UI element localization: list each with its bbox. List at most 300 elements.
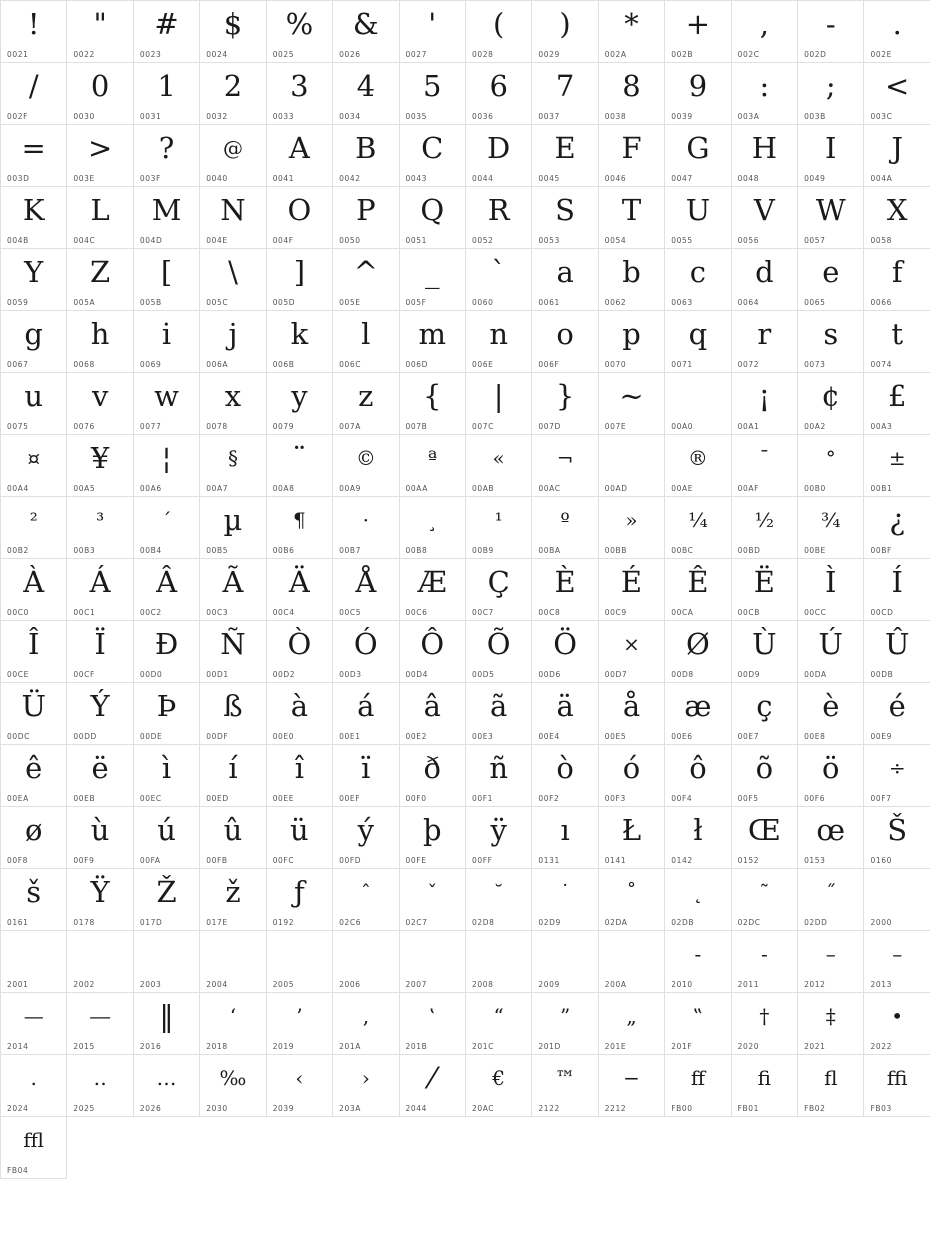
glyph-cell[interactable] [798, 683, 864, 745]
glyph-cell[interactable] [400, 559, 466, 621]
glyph-cell[interactable] [200, 373, 266, 435]
glyph-cell[interactable] [267, 497, 333, 559]
glyph-cell[interactable] [1, 63, 67, 125]
glyph-cell[interactable] [798, 373, 864, 435]
glyph-cell[interactable] [200, 683, 266, 745]
glyph-cell[interactable] [1, 311, 67, 373]
glyph-char: ÷ [888, 756, 906, 780]
glyph-cell[interactable] [864, 683, 930, 745]
glyph-cell[interactable] [732, 621, 798, 683]
glyph-char: } [555, 379, 575, 413]
glyph-cell[interactable] [798, 807, 864, 869]
glyph-cell[interactable] [1, 1117, 67, 1179]
glyph-cell[interactable] [599, 125, 665, 187]
glyph-cell[interactable] [864, 1, 930, 63]
glyph-codepoint: 00C5 [339, 608, 362, 617]
glyph-cell[interactable] [400, 621, 466, 683]
glyph-cell[interactable] [732, 807, 798, 869]
glyph-cell[interactable] [599, 1055, 665, 1117]
glyph-cell[interactable] [732, 435, 798, 497]
glyph-cell[interactable] [532, 1055, 598, 1117]
glyph-cell[interactable] [532, 621, 598, 683]
glyph-codepoint: 00C2 [139, 608, 162, 617]
glyph-cell[interactable] [1, 435, 67, 497]
glyph-cell[interactable] [864, 869, 930, 931]
glyph-cell[interactable] [67, 559, 133, 621]
glyph-cell[interactable] [267, 869, 333, 931]
glyph-cell[interactable] [67, 311, 133, 373]
glyph-cell[interactable] [333, 621, 399, 683]
glyph-codepoint: 0070 [604, 360, 627, 369]
glyph-char: z [358, 379, 374, 413]
glyph-cell[interactable] [200, 931, 266, 993]
glyph-cell[interactable] [400, 1, 466, 63]
glyph-cell[interactable] [864, 187, 930, 249]
glyph-cell[interactable] [732, 559, 798, 621]
glyph-cell[interactable] [134, 683, 200, 745]
glyph-cell[interactable] [732, 931, 798, 993]
glyph-cell[interactable] [599, 931, 665, 993]
glyph-cell[interactable] [267, 311, 333, 373]
glyph-cell[interactable] [665, 373, 731, 435]
glyph-cell[interactable] [532, 63, 598, 125]
glyph-cell[interactable] [1, 931, 67, 993]
glyph-cell[interactable] [665, 931, 731, 993]
glyph-cell[interactable] [200, 621, 266, 683]
glyph-cell[interactable] [599, 993, 665, 1055]
glyph-cell[interactable] [67, 993, 133, 1055]
glyph-cell[interactable] [532, 373, 598, 435]
glyph-char: ( [493, 7, 505, 41]
glyph-cell[interactable] [532, 869, 598, 931]
glyph-cell[interactable] [200, 559, 266, 621]
glyph-char: ç [756, 689, 773, 723]
glyph-cell[interactable] [134, 435, 200, 497]
glyph-cell[interactable] [466, 931, 532, 993]
glyph-cell[interactable] [67, 373, 133, 435]
glyph-cell[interactable] [200, 869, 266, 931]
glyph-cell[interactable] [400, 497, 466, 559]
glyph-cell[interactable] [67, 1, 133, 63]
glyph-cell[interactable] [532, 993, 598, 1055]
glyph-cell[interactable] [333, 993, 399, 1055]
glyph-cell[interactable] [200, 1, 266, 63]
glyph-cell[interactable] [200, 249, 266, 311]
glyph-cell[interactable] [466, 1, 532, 63]
glyph-cell[interactable] [798, 497, 864, 559]
glyph-cell[interactable] [798, 311, 864, 373]
glyph-codepoint: 0043 [405, 174, 428, 183]
glyph-codepoint: 0022 [73, 50, 95, 59]
glyph-cell[interactable] [333, 807, 399, 869]
glyph-cell[interactable] [333, 745, 399, 807]
glyph-cell[interactable] [864, 63, 930, 125]
glyph-cell[interactable] [798, 187, 864, 249]
glyph-char: å [622, 689, 641, 723]
glyph-cell[interactable] [798, 249, 864, 311]
glyph-cell[interactable] [665, 993, 731, 1055]
glyph-cell[interactable] [1, 683, 67, 745]
glyph-cell[interactable] [400, 931, 466, 993]
glyph-cell[interactable] [200, 125, 266, 187]
glyph-cell[interactable] [400, 869, 466, 931]
glyph-cell[interactable] [134, 1055, 200, 1117]
glyph-cell[interactable] [134, 807, 200, 869]
glyph-cell[interactable] [134, 931, 200, 993]
glyph-cell[interactable] [333, 1055, 399, 1117]
glyph-cell[interactable] [400, 683, 466, 745]
glyph-cell[interactable] [864, 745, 930, 807]
glyph-cell[interactable] [532, 745, 598, 807]
glyph-cell[interactable] [599, 621, 665, 683]
glyph-cell[interactable] [1, 993, 67, 1055]
glyph-cell[interactable] [532, 125, 598, 187]
glyph-codepoint: 00D2 [272, 670, 296, 679]
glyph-cell[interactable] [798, 1, 864, 63]
glyph-cell[interactable] [200, 1055, 266, 1117]
glyph-cell[interactable] [134, 249, 200, 311]
glyph-cell[interactable] [400, 1055, 466, 1117]
glyph-cell[interactable] [599, 187, 665, 249]
glyph-cell[interactable] [732, 1, 798, 63]
glyph-cell[interactable] [732, 683, 798, 745]
glyph-cell[interactable] [599, 249, 665, 311]
glyph-cell[interactable] [732, 187, 798, 249]
glyph-cell[interactable] [333, 187, 399, 249]
glyph-cell[interactable] [1, 621, 67, 683]
glyph-cell[interactable] [532, 807, 598, 869]
glyph-cell[interactable] [864, 807, 930, 869]
glyph-cell[interactable] [466, 621, 532, 683]
glyph-cell[interactable] [67, 683, 133, 745]
glyph-cell[interactable] [599, 745, 665, 807]
glyph-char: b [622, 255, 641, 289]
glyph-codepoint: 00F4 [671, 794, 693, 803]
glyph-cell[interactable] [732, 869, 798, 931]
glyph-cell[interactable] [200, 745, 266, 807]
glyph-cell[interactable] [532, 559, 598, 621]
glyph-cell[interactable] [1, 125, 67, 187]
glyph-cell[interactable] [333, 1, 399, 63]
glyph-cell[interactable] [599, 497, 665, 559]
glyph-char: ‖ [159, 999, 174, 1033]
glyph-codepoint: 003C [870, 112, 893, 121]
glyph-cell[interactable] [798, 745, 864, 807]
glyph-cell[interactable] [200, 435, 266, 497]
glyph-codepoint: 200A [604, 980, 627, 989]
glyph-cell[interactable] [1, 187, 67, 249]
glyph-cell[interactable] [665, 125, 731, 187]
glyph-cell[interactable] [466, 311, 532, 373]
glyph-cell[interactable] [267, 621, 333, 683]
glyph-cell[interactable] [665, 1055, 731, 1117]
glyph-cell[interactable] [333, 249, 399, 311]
glyph-cell[interactable] [1, 869, 67, 931]
glyph-cell[interactable] [665, 63, 731, 125]
glyph-cell[interactable] [798, 621, 864, 683]
glyph-cell[interactable] [200, 993, 266, 1055]
glyph-cell[interactable] [400, 187, 466, 249]
glyph-codepoint: 00AE [671, 484, 694, 493]
glyph-cell[interactable] [798, 993, 864, 1055]
glyph-cell[interactable] [1, 497, 67, 559]
glyph-cell[interactable] [67, 497, 133, 559]
glyph-cell[interactable] [864, 1055, 930, 1117]
glyph-codepoint: FB00 [671, 1104, 693, 1113]
glyph-cell[interactable] [732, 311, 798, 373]
glyph-cell[interactable] [466, 993, 532, 1055]
glyph-cell[interactable] [798, 869, 864, 931]
glyph-cell[interactable] [267, 63, 333, 125]
glyph-cell[interactable] [333, 497, 399, 559]
glyph-cell[interactable] [1, 559, 67, 621]
glyph-cell[interactable] [333, 683, 399, 745]
glyph-cell[interactable] [400, 63, 466, 125]
glyph-cell[interactable] [267, 745, 333, 807]
glyph-cell[interactable] [67, 931, 133, 993]
glyph-cell[interactable] [665, 869, 731, 931]
glyph-cell[interactable] [67, 1055, 133, 1117]
glyph-cell[interactable] [665, 621, 731, 683]
glyph-cell[interactable] [333, 931, 399, 993]
glyph-cell[interactable] [67, 621, 133, 683]
glyph-char: ¿ [889, 503, 905, 537]
glyph-cell[interactable] [267, 1055, 333, 1117]
glyph-cell[interactable] [532, 683, 598, 745]
glyph-codepoint: 00FB [206, 856, 228, 865]
glyph-cell[interactable] [267, 993, 333, 1055]
glyph-cell[interactable] [599, 435, 665, 497]
glyph-cell[interactable] [665, 745, 731, 807]
glyph-cell[interactable] [267, 807, 333, 869]
glyph-cell[interactable] [665, 435, 731, 497]
glyph-cell[interactable] [400, 807, 466, 869]
glyph-cell[interactable] [267, 249, 333, 311]
glyph-cell[interactable] [333, 869, 399, 931]
glyph-cell[interactable] [67, 249, 133, 311]
glyph-codepoint: 2212 [604, 1104, 627, 1113]
glyph-codepoint: 00E7 [737, 732, 760, 741]
glyph-cell[interactable] [864, 435, 930, 497]
glyph-cell[interactable] [1, 1, 67, 63]
glyph-cell[interactable] [864, 993, 930, 1055]
glyph-cell[interactable] [67, 187, 133, 249]
glyph-cell[interactable] [466, 807, 532, 869]
glyph-cell[interactable] [798, 63, 864, 125]
glyph-cell[interactable] [732, 63, 798, 125]
glyph-cell[interactable] [798, 931, 864, 993]
glyph-cell[interactable] [732, 993, 798, 1055]
glyph-cell[interactable] [200, 187, 266, 249]
glyph-cell[interactable] [333, 559, 399, 621]
glyph-cell[interactable] [466, 745, 532, 807]
glyph-cell[interactable] [466, 249, 532, 311]
glyph-cell[interactable] [67, 745, 133, 807]
glyph-cell[interactable] [400, 311, 466, 373]
glyph-cell[interactable] [532, 1, 598, 63]
glyph-char: , [759, 7, 769, 41]
glyph-cell[interactable] [466, 125, 532, 187]
glyph-cell[interactable] [333, 373, 399, 435]
glyph-cell[interactable] [466, 373, 532, 435]
glyph-char: ± [888, 446, 906, 470]
glyph-cell[interactable] [864, 621, 930, 683]
glyph-cell[interactable] [864, 249, 930, 311]
glyph-cell[interactable] [599, 63, 665, 125]
glyph-char: Ã [222, 565, 244, 599]
glyph-cell[interactable] [864, 559, 930, 621]
glyph-cell[interactable] [1, 1055, 67, 1117]
glyph-cell[interactable] [267, 187, 333, 249]
glyph-cell[interactable] [67, 125, 133, 187]
glyph-cell[interactable] [1, 807, 67, 869]
glyph-cell[interactable] [466, 1055, 532, 1117]
glyph-cell[interactable] [267, 125, 333, 187]
glyph-cell[interactable] [599, 311, 665, 373]
glyph-cell[interactable] [333, 311, 399, 373]
glyph-cell[interactable] [798, 435, 864, 497]
glyph-cell[interactable] [864, 497, 930, 559]
glyph-cell[interactable] [333, 63, 399, 125]
glyph-char: ‑ [760, 942, 768, 966]
glyph-cell[interactable] [134, 63, 200, 125]
glyph-char: ˙ [560, 880, 571, 904]
glyph-cell[interactable] [532, 497, 598, 559]
glyph-cell[interactable] [134, 187, 200, 249]
glyph-char: ¶ [293, 508, 306, 532]
glyph-cell[interactable] [599, 869, 665, 931]
glyph-char: p [622, 317, 641, 351]
glyph-cell[interactable] [134, 1, 200, 63]
glyph-cell[interactable] [665, 497, 731, 559]
glyph-cell[interactable] [400, 435, 466, 497]
glyph-cell[interactable] [466, 187, 532, 249]
glyph-cell[interactable] [134, 869, 200, 931]
glyph-cell[interactable] [599, 807, 665, 869]
glyph-cell[interactable] [400, 125, 466, 187]
glyph-cell[interactable] [599, 373, 665, 435]
glyph-cell[interactable] [134, 621, 200, 683]
glyph-cell[interactable] [665, 1, 731, 63]
glyph-cell[interactable] [466, 435, 532, 497]
glyph-cell[interactable] [532, 187, 598, 249]
glyph-cell[interactable] [732, 249, 798, 311]
glyph-cell[interactable] [400, 993, 466, 1055]
glyph-cell[interactable] [599, 683, 665, 745]
glyph-codepoint: 2021 [804, 1042, 826, 1051]
glyph-cell[interactable] [267, 931, 333, 993]
glyph-cell[interactable] [400, 745, 466, 807]
glyph-cell[interactable] [134, 311, 200, 373]
glyph-cell[interactable] [732, 497, 798, 559]
glyph-codepoint: 00E5 [604, 732, 627, 741]
glyph-cell[interactable] [798, 559, 864, 621]
glyph-cell[interactable] [333, 125, 399, 187]
glyph-cell[interactable] [134, 559, 200, 621]
glyph-cell[interactable] [67, 63, 133, 125]
glyph-cell[interactable] [333, 435, 399, 497]
glyph-cell[interactable] [466, 559, 532, 621]
glyph-cell[interactable] [532, 311, 598, 373]
glyph-cell[interactable] [267, 559, 333, 621]
glyph-cell[interactable] [134, 373, 200, 435]
glyph-cell[interactable] [466, 63, 532, 125]
glyph-cell[interactable] [732, 373, 798, 435]
glyph-char: ë [91, 751, 109, 785]
glyph-codepoint: 2007 [405, 980, 428, 989]
glyph-cell[interactable] [665, 187, 731, 249]
glyph-codepoint: 007E [604, 422, 627, 431]
glyph-cell[interactable] [134, 497, 200, 559]
glyph-cell[interactable] [798, 125, 864, 187]
glyph-cell[interactable] [532, 435, 598, 497]
glyph-cell[interactable] [466, 869, 532, 931]
glyph-char: | [493, 379, 504, 413]
glyph-char: ﬂ [824, 1066, 838, 1090]
glyph-codepoint: 004F [272, 236, 294, 245]
glyph-cell[interactable] [466, 497, 532, 559]
glyph-cell[interactable] [200, 63, 266, 125]
glyph-cell[interactable] [267, 1, 333, 63]
glyph-char: ô [689, 751, 707, 785]
glyph-char: – [892, 942, 903, 966]
glyph-cell[interactable] [732, 125, 798, 187]
glyph-char: y [291, 379, 308, 413]
glyph-cell[interactable] [134, 993, 200, 1055]
glyph-cell[interactable] [665, 249, 731, 311]
glyph-cell[interactable] [599, 1, 665, 63]
glyph-cell[interactable] [864, 311, 930, 373]
glyph-cell[interactable] [400, 249, 466, 311]
glyph-cell[interactable] [267, 683, 333, 745]
glyph-cell[interactable] [665, 807, 731, 869]
glyph-cell[interactable] [200, 807, 266, 869]
glyph-cell[interactable] [400, 373, 466, 435]
glyph-char: F [621, 131, 642, 165]
glyph-cell[interactable] [267, 435, 333, 497]
glyph-cell[interactable] [134, 125, 200, 187]
glyph-cell[interactable] [67, 869, 133, 931]
glyph-cell[interactable] [67, 435, 133, 497]
glyph-cell[interactable] [134, 745, 200, 807]
glyph-cell[interactable] [1, 373, 67, 435]
glyph-cell[interactable] [732, 745, 798, 807]
glyph-char: † [759, 1004, 770, 1028]
glyph-cell[interactable] [532, 249, 598, 311]
glyph-cell[interactable] [1, 249, 67, 311]
glyph-cell[interactable] [267, 373, 333, 435]
glyph-char: _ [424, 255, 440, 289]
glyph-cell[interactable] [599, 559, 665, 621]
glyph-codepoint: 00EE [272, 794, 295, 803]
glyph-cell[interactable] [864, 931, 930, 993]
glyph-cell[interactable] [532, 931, 598, 993]
glyph-cell[interactable] [665, 683, 731, 745]
glyph-cell[interactable] [732, 1055, 798, 1117]
glyph-cell[interactable] [798, 1055, 864, 1117]
glyph-cell[interactable] [864, 125, 930, 187]
glyph-cell[interactable] [200, 497, 266, 559]
glyph-cell[interactable] [864, 373, 930, 435]
glyph-cell[interactable] [1, 745, 67, 807]
glyph-cell[interactable] [466, 683, 532, 745]
glyph-cell[interactable] [665, 311, 731, 373]
glyph-cell[interactable] [67, 807, 133, 869]
glyph-cell[interactable] [665, 559, 731, 621]
glyph-cell[interactable] [200, 311, 266, 373]
glyph-codepoint: 003F [139, 174, 161, 183]
glyph-codepoint: 0131 [538, 856, 560, 865]
